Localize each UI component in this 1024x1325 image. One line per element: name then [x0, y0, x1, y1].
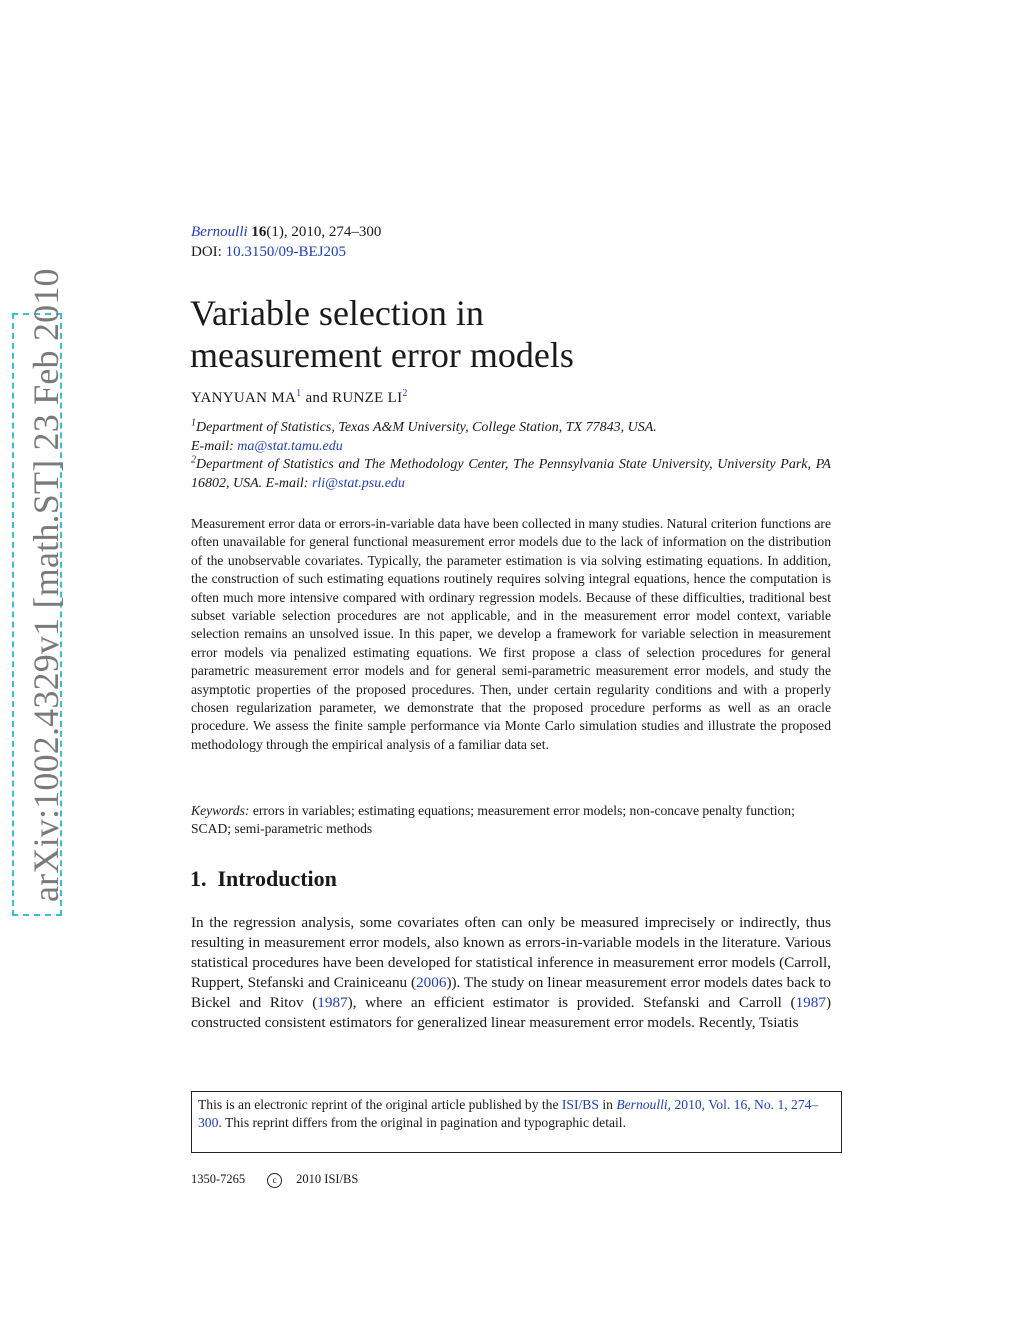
affiliation-1-marker: 1 — [191, 417, 196, 429]
affiliation-2 — [191, 456, 831, 493]
citation-link-1987b[interactable]: 1987 — [795, 994, 826, 1011]
affiliation-2-marker: 2 — [191, 454, 196, 466]
reprint-text-2: in — [602, 1097, 613, 1112]
email-label: E-mail: — [191, 438, 234, 454]
doi-link[interactable]: 10.3150/09-BEJ205 — [225, 244, 346, 260]
author-and: and — [305, 390, 329, 406]
intro-text-3: ), where an efficient estimator is provided. Stefanski and Carroll ( — [347, 994, 796, 1011]
paper-title — [190, 292, 680, 376]
author-1-affil-link[interactable]: 1 — [296, 388, 302, 399]
copyright-icon: c — [267, 1173, 282, 1188]
keywords-label: Keywords: — [191, 803, 250, 818]
reprint-text-1: This is an electronic reprint of the original article published by the — [198, 1097, 559, 1112]
author-2: RUNZE LI — [332, 390, 403, 406]
journal-issue-pages: (1), 2010, 274–300 — [266, 224, 382, 240]
arxiv-stamp-text: arXiv:1002.4329v1 [math.ST] 23 Feb 2010 — [26, 268, 66, 902]
section-number: 1. — [190, 866, 207, 891]
paper-title-text: Variable selection in measurement error models — [190, 293, 574, 375]
doi-label: DOI: — [191, 244, 222, 260]
reprint-volume-link[interactable]: 2010, Vol. 16, No. 1, 274–300 — [198, 1097, 819, 1131]
abstract: Measurement error data or errors-in-variable data have been collected in many studies. Natural criterion functions are often unavailable for general functional measurement error models due to the lack of information on the distribution of the unobservable covariates. Typically, the parameter estimation is via solving estimating equations. In addition, the construction of such estimating equations routinely requires solving integral equations, hence the computation is often much more intensive compared with ordinary regression models. Because of these difficulties, traditional best subset variable selection procedures are not applicable, and in the measurement error model context, variable selection remains an unsolved issue. In this paper, we develop a framework for variable selection in measurement error models via penalized estimating equations. We first propose a class of selection procedures for general parametric measurement error models and for general semi-parametric measurement error models, and study the asymptotic properties of the proposed procedures. Then, under certain regularity conditions and with a properly chosen regularization parameter, we demonstrate that the proposed procedure performs as well as an oracle procedure. We assess the finite sample performance via Monte Carlo simulation studies and illustrate the proposed methodology through the empirical analysis of a familiar data set. — [191, 516, 831, 752]
keywords-text: errors in variables; estimating equations; measurement error models; non-concave penalty function; SCAD; semi-parametric methods — [191, 803, 795, 837]
author-2-affil-link[interactable]: 2 — [402, 388, 408, 399]
intro-text-2: )). The study on linear measurement error models dates back to Bickel and Ritov ( — [191, 974, 832, 1011]
reprint-text-3: . This reprint differs from the original in pagination and typographic detail. — [218, 1115, 626, 1131]
citation-link-2006[interactable]: 2006 — [416, 974, 447, 991]
journal-info — [191, 222, 381, 262]
intro-text-4: ) constructed consistent estimators for generalized linear measurement error models. Recently, Tsiatis — [191, 994, 831, 1031]
author-line — [191, 390, 408, 407]
affiliation-1-text: Department of Statistics, Texas A&M University, College Station, TX 77843, USA. — [196, 420, 657, 435]
isibs-link[interactable]: ISI/BS — [561, 1097, 599, 1112]
citation-link-1987a[interactable]: 1987 — [317, 994, 348, 1011]
reprint-notice-box — [191, 1091, 842, 1153]
email-link-2[interactable]: rli@stat.psu.edu — [311, 475, 405, 491]
section-heading — [190, 866, 337, 892]
journal-volume: 16 — [251, 224, 267, 240]
keywords — [191, 802, 831, 839]
affiliation-2-text: Department of Statistics and The Methodology Center, The Pennsylvania State University, University Park, PA 16802, USA. E-mail: — [191, 457, 831, 491]
affiliation-1 — [191, 419, 831, 456]
author-1: YANYUAN MA — [191, 390, 297, 406]
email-link-1[interactable]: ma@stat.tamu.edu — [237, 438, 343, 454]
affiliations — [191, 419, 831, 493]
section-title: Introduction — [217, 866, 337, 891]
issn: 1350-7265 — [191, 1172, 246, 1186]
reprint-journal-link[interactable]: Bernoulli, — [616, 1097, 672, 1112]
page-footer — [191, 1172, 358, 1188]
copyright-text: 2010 ISI/BS — [296, 1172, 359, 1186]
intro-paragraph — [191, 913, 831, 1033]
intro-text-1: In the regression analysis, some covariates often can only be measured imprecisely or indirectly, thus resulting in measurement error models, also known as errors-in-variable models in the literature. Various statistical procedures have been developed for statistical inference in measurement error models (Carroll, Ruppert, Stefanski and Crainiceanu ( — [191, 914, 831, 991]
journal-name-link[interactable]: Bernoulli — [191, 224, 248, 240]
